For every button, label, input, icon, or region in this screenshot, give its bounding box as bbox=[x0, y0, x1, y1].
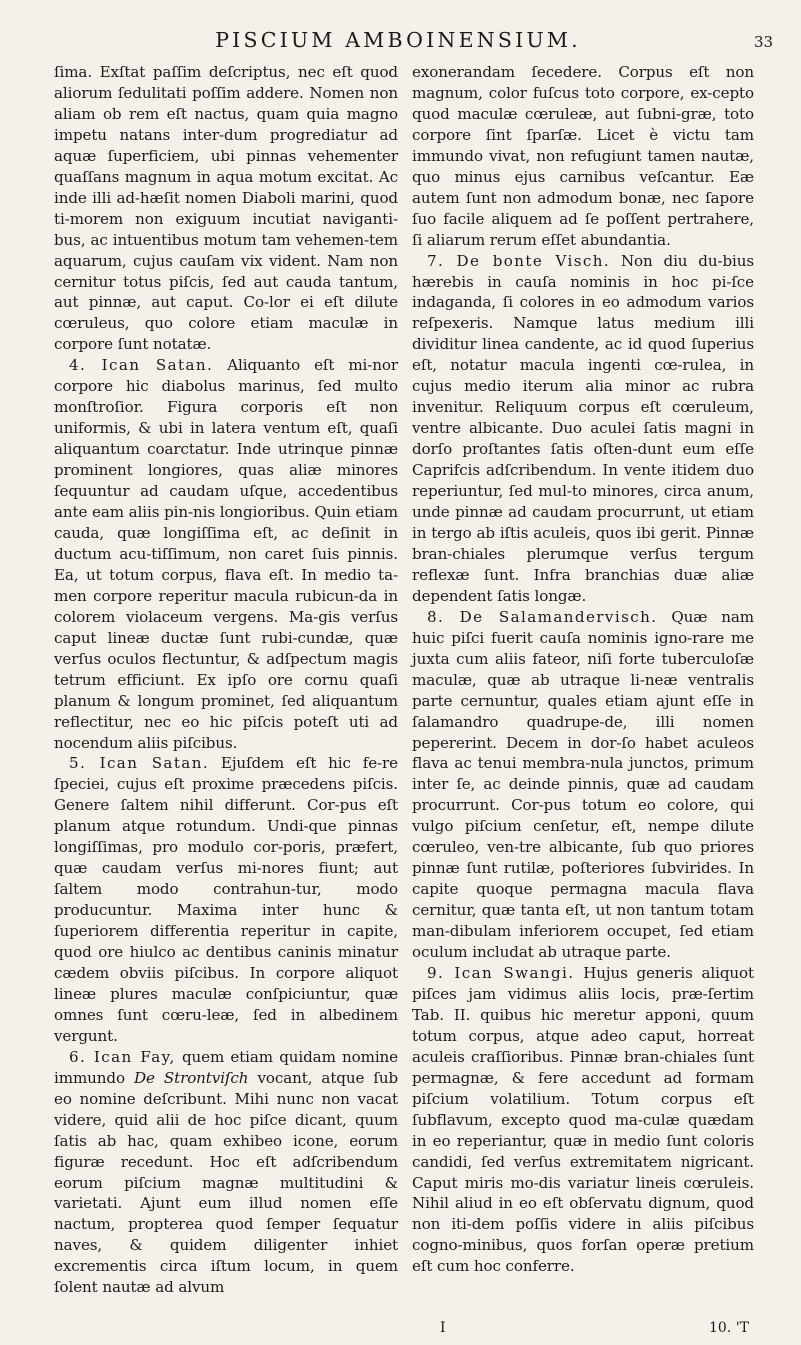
entry-text: Quæ nam huic piſci fuerit cauſa nominis igno-rare me juxta cum aliis fateor, niſi forte tuberculoſæ maculæ, quæ ab utraque li-neæ ventralis parte cernuntur, quales etiam ajunt eſſe in ſalamandro quadrupe-de, illi nomen pepererint. Decem in dor-ſo habet aculeos flava ac tenui membra-nula junctos, primum inter ſe, ac deinde pinnis, quæ ad caudam procurrunt. Cor-pus totum eo colore, qui vulgo piſcium cenſetur, eſt, nempe dilute cœruleo, ven-tre albicante, ſub quo priores pinnæ ſunt rutilæ, poſteriores ſubvirides. In capite quoque permagna macula flava cernitur, quæ tanta eſt, ut non tantum totam man-dibulam inferiorem occupet, ſed etiam oculum includat ab utraque parte. bbox=[412, 607, 754, 962]
entry-4 bbox=[54, 355, 398, 753]
entry-heading: 9. Ican Swangi. bbox=[427, 963, 575, 982]
paragraph-continued: ſima. Exſtat paſſim deſcriptus, nec eſt quod aliorum ſedulitati poſſim addere. Nomen non aliam ob rem eſt nactus, quam quia magno impetu natans inter-dum progrediatur ad aquæ ſuperficiem, ubi pinnas vehementer quaſſans magnum in aqua motum excitat. Ac inde illi ad-hæſit nomen Diaboli marini, quod ti-morem non exiguum incutiat naviganti-bus, ac intuentibus motum tam vehemen-tem aquarum, cujus cauſam vix vident. Nam non cernitur totus piſcis, ſed aut cauda tantum, aut pinnæ, aut caput. Co-lor ei eſt dilute cœruleus, quo colore etiam maculæ in corpore ſunt notatæ. bbox=[54, 63, 398, 354]
entry-heading: 6. Ican Fay, bbox=[69, 1047, 176, 1066]
italic-name: De Strontviſch bbox=[134, 1068, 249, 1087]
page-number: 33 bbox=[754, 33, 774, 51]
paragraph-continued: exonerandam ſecedere. Corpus eſt non magnum, color fuſcus toto corpore, ex-cepto quod maculæ cœruleæ, aut ſubni-græ, toto corpore ſint ſparſæ. Licet è victu tam immundo vivat, non refugiunt tamen nautæ, quo minus ejus carnibus veſcantur. Eæ autem ſunt non admodum bonæ, nec ſapore ſuo facile aliquem ad ſe poſſent pertrahere, ſi aliarum rerum eſſet abundantia. bbox=[412, 63, 754, 249]
entry-text: Non diu du-bius hærebis in cauſa nominis in hoc pi-ſce indaganda, ſi colores in eo admodum varios reſpexeris. Namque latus medium illi dividitur linea candente, ac id quod ſuperius eſt, notatur macula ingenti cœ-rulea, in cujus medio iterum alia minor ac rubra invenitur. Reliquum corpus eſt cœruleum, ventre albicante. Duo aculei ſatis magni in dorſo proſtantes ſatis oſten-dunt eum eſſe Caprifcis adſcribendum. In vente itidem duo reperiuntur, ſed mul-to minores, circa anum, unde pinnæ ad caudam procurrunt, ut etiam in tergo ab iſtis aculeis, quos ibi gerit. Pinnæ bran-chiales plerumque verſus tergum reflexæ ſunt. Infra branchias duæ aliæ dependent ſatis longæ. bbox=[412, 251, 754, 605]
entry-6 bbox=[54, 1047, 398, 1298]
entry-8 bbox=[412, 607, 754, 963]
entry-text: quem etiam quidam nomine immundo bbox=[54, 1047, 399, 1087]
entry-heading: 8. De Salamandervisch. bbox=[427, 607, 658, 626]
entry-9 bbox=[412, 963, 754, 1277]
entry-text: Aliquanto eſt mi-nor corpore hic diabolus marinus, ſed multo monſtroſior. Figura corporis eſt non uniformis, & ubi in latera ventum eſt, quaſi aliquantum coarctatur. Inde utrinque pinnæ prominent longiores, quas aliæ minores ſequuntur ad caudam uſque, accedentibus ante eam aliis pin-nis longioribus. Quin etiam cauda, quæ longiſſima eſt, ac deſinit in ductum acu-tiſſimum, non caret ſuis pinnis. Ea, ut totum corpus, flava eſt. In medio ta-men corpore reperitur macula rubicun-da in colorem violaceum vergens. Ma-gis verſus caput lineæ ductæ ſunt rubi-cundæ, quæ verſus oculos flectuntur, & adſpectum magis tetrum efficiunt. Ex ipſo ore cornu quaſi planum & longum prominet, ſed aliquantum reflectitur, nec eo hic piſcis poteſt uti ad nocendum aliis piſcibus. bbox=[54, 356, 399, 752]
entry-text: Ejuſdem eſt hic fe-re ſpeciei, cujus eſt proxime præcedens piſcis. Genere ſaltem nihil differunt. Cor-pus eſt planum atque rotundum. Undi-que pinnas longiſſimas, pro modulo cor-poris, præfert, quæ caudam verſus mi-nores fiunt; aut ſaltem modo contrahun-tur, modo producuntur. Maxima inter hunc & ſuperiorem differentia reperitur in capite, quod ore hiulco ac dentibus caninis minatur cædem obviis piſcibus. In corpore aliquot lineæ plures maculæ conſpiciuntur, quæ omnes ſunt cœru-leæ, ſed in albedinem vergunt. bbox=[54, 754, 399, 1045]
entry-text: Hujus generis aliquot piſces jam vidimus aliis locis, præ-ſertim Tab. II. quibus hic meretur apponi, quum totum corpus, atque adeo caput, horreat aculeis craſſioribus. Pinnæ bran-chiales ſunt permagnæ, & fere accedunt ad formam piſcium volatilium. Totum corpus eſt ſubflavum, excepto quod ma-culæ quædam in eo reperiantur, quæ in medio ſunt coloris candidi, ſed verſus extremitatem nigricant. Caput miris mo-dis variatur lineis cœruleis. Nihil aliud in eo eſt obſervatu dignum, quod non iti-dem poſſis videre in aliis piſcibus cogno-minibus, quos forſan operæ pretium eſt cum hoc conferre. bbox=[412, 963, 754, 1276]
signature-mark: I bbox=[440, 1320, 446, 1336]
entry-text: vocant, atque ſub eo nomine deſcribunt. Mihi nunc non vacat videre, quid alii de hoc piſce dicant, quum ſatis ab hac, quam exhibeo icone, eorum figuræ recedunt. Hoc eſt adſcribendum eorum piſcium magnæ multitudini & varietati. Ajunt eum illud nomen eſſe nactum, propterea quod ſemper ſequatur naves, & quidem diligenter inhiet excrementis circa iſtum locum, in quem ſolent nautæ ad alvum bbox=[54, 1068, 399, 1297]
running-head bbox=[0, 28, 801, 58]
catchword: 10. 'T bbox=[709, 1320, 749, 1336]
entry-heading: 7. De bonte Visch. bbox=[427, 251, 611, 270]
right-column bbox=[412, 62, 754, 1277]
left-column bbox=[54, 62, 398, 1298]
entry-7 bbox=[412, 251, 754, 607]
entry-heading: 4. Ican Satan. bbox=[69, 356, 214, 375]
page-footer bbox=[412, 1320, 752, 1338]
entry-5 bbox=[54, 753, 398, 1046]
running-title: PISCIUM AMBOINENSIUM. bbox=[215, 28, 581, 52]
entry-heading: 5. Ican Satan. bbox=[69, 754, 210, 773]
